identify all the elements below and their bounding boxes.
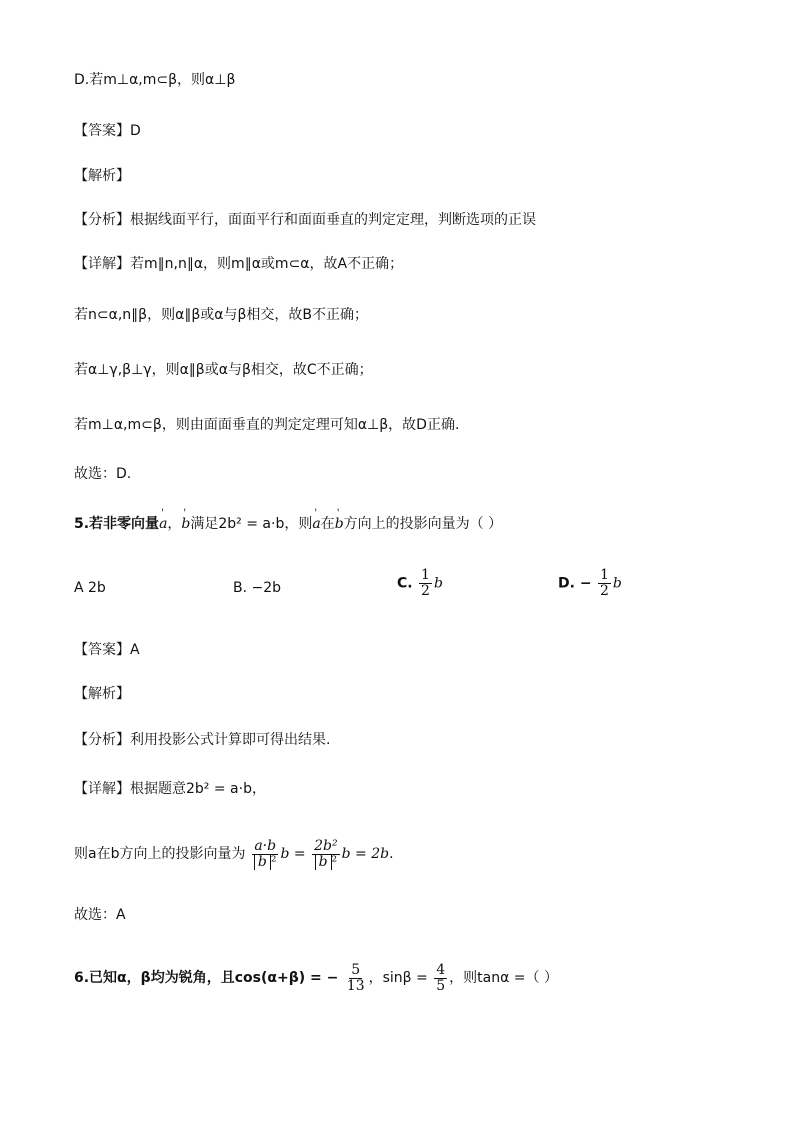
projection-lead: 则a在b方向上的投影向量为	[74, 846, 246, 862]
q6-mid: ，sinβ =	[368, 970, 428, 986]
projection-end: .	[389, 846, 394, 862]
vector-b: ' b	[335, 514, 344, 534]
fraction-numerator: 1	[600, 567, 609, 583]
projection-tail-2: b = 2b	[341, 846, 390, 862]
fraction-denominator: b ²	[313, 855, 340, 870]
option-c-label: C.	[397, 575, 413, 592]
vector-b: b	[612, 575, 622, 592]
q5-choice	[74, 905, 126, 925]
q5-stem-part: 满足2b² = a·b，则	[190, 516, 313, 532]
option-d-label: D. −	[558, 575, 592, 592]
fraction-denominator: 5	[436, 977, 446, 994]
fraction-numerator: 1	[421, 567, 430, 583]
q6-tail: ，则tanα =（ ）	[449, 970, 558, 986]
fraction-numerator: 5	[351, 961, 361, 978]
abs-b: b	[254, 855, 271, 870]
q5-answer	[74, 640, 140, 660]
q5-stem-part: 5.若非零向量	[74, 516, 160, 532]
q5-choice-text: 故选：A	[74, 907, 126, 923]
fraction-numerator: 4	[436, 961, 446, 978]
analysis-text: 【分析】根据线面平行，面面平行和面面垂直的判定定理，判断选项的正误	[74, 212, 536, 228]
option-c[interactable]	[397, 568, 443, 599]
q5-stem-part: 在	[320, 516, 335, 532]
detail-text-3: 若α⊥γ,β⊥γ，则α∥β或α与β相交，故C不正确；	[74, 362, 373, 378]
analysis-line	[74, 210, 536, 230]
detail-line-4	[74, 415, 459, 435]
projection-tail-1: b =	[280, 846, 306, 862]
option-b[interactable]	[233, 580, 281, 596]
q6-lead: 6.已知α，β均为锐角，且cos(α+β) = −	[74, 970, 339, 986]
q5-stem-part: ，	[167, 516, 182, 532]
detail-line-1	[74, 254, 403, 274]
vector-b: b	[433, 575, 443, 592]
q5-detail	[74, 779, 266, 799]
fraction-numerator: 2b²	[314, 837, 338, 854]
fraction-numerator: a·b	[254, 837, 277, 854]
detail-line-2	[74, 305, 368, 325]
option-a[interactable]	[74, 580, 106, 596]
detail-text-2: 若n⊂α,n∥β，则α∥β或α与β相交，故B不正确；	[74, 307, 369, 323]
answer-text: 【答案】D	[74, 123, 141, 139]
q5-projection-line	[74, 834, 394, 874]
detail-text-4: 若m⊥α,m⊂β，则由面面垂直的判定定理可知α⊥β，故D正确.	[74, 417, 460, 433]
option-d-line	[74, 70, 235, 90]
choice-line	[74, 464, 131, 484]
projection-fraction-2	[312, 839, 339, 870]
option-d[interactable]	[558, 568, 622, 599]
choice-text: 故选：D.	[74, 466, 132, 482]
fraction-denominator: b ²	[252, 855, 279, 870]
option-a-text: A 2b	[74, 580, 106, 596]
fraction-denominator: 2	[421, 583, 430, 599]
fraction-denominator: 2	[600, 583, 609, 599]
q5-detail-text: 【详解】根据题意2b² = a·b，	[74, 781, 266, 797]
option-b-text: B. −2b	[233, 580, 282, 596]
vector-a: ' a	[159, 514, 167, 534]
q5-stem-part: 方向上的投影向量为（ ）	[343, 516, 503, 532]
q6-fraction-2	[434, 963, 447, 994]
vector-a: ' a	[312, 514, 320, 534]
option-d-fraction	[598, 568, 611, 599]
q6-fraction-1	[345, 963, 367, 994]
analysis-heading-text: 【解析】	[74, 168, 130, 184]
q5-analysis-text: 【分析】利用投影公式计算即可得出结果.	[74, 732, 331, 748]
question-5-stem	[74, 514, 502, 534]
analysis-heading	[74, 166, 130, 186]
q5-analysis-heading-text: 【解析】	[74, 686, 130, 702]
projection-fraction-1	[252, 839, 279, 870]
abs-b: b	[315, 855, 332, 870]
detail-line-3	[74, 360, 373, 380]
question-6-stem	[74, 958, 558, 998]
answer-label	[74, 121, 141, 141]
q5-answer-text: 【答案】A	[74, 642, 140, 658]
q5-analysis-heading	[74, 684, 130, 704]
option-d-text: D.若m⊥α,m⊂β，则α⊥β	[74, 72, 236, 88]
q5-analysis	[74, 730, 330, 750]
fraction-denominator: 13	[346, 977, 365, 994]
vector-b: ' b	[181, 514, 190, 534]
detail-text-1: 【详解】若m∥n,n∥α，则m∥α或m⊂α，故A不正确；	[74, 256, 404, 272]
option-c-fraction	[419, 568, 432, 599]
